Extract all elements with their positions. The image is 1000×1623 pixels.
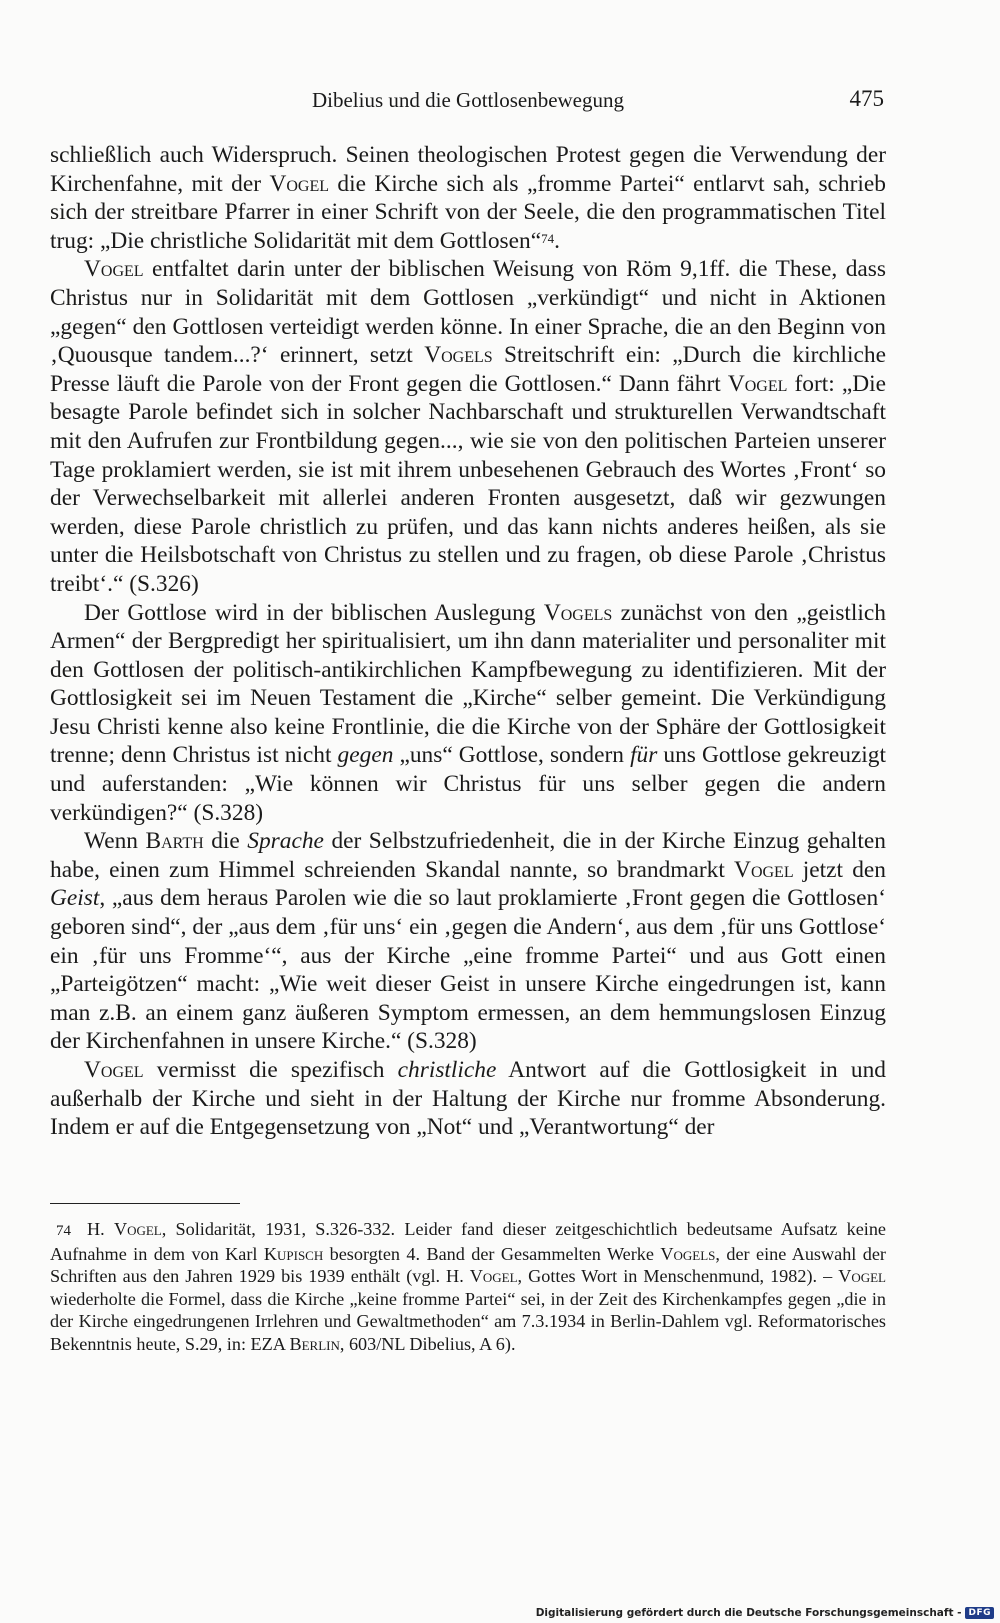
text-run: Der Gottlose wird in der biblischen Auslegung: [84, 599, 544, 626]
text-run: die Kirche sich als „fromme Partei“ entlarvt sah, schrieb sich der streitbare Pfarrer in einer Schrift von der Seele, die den programmatischen Titel trug: „Die christliche Solidarität mit dem Gottlosen“: [50, 170, 886, 254]
emphasis: Geist: [50, 885, 100, 912]
text-run: besorgten 4. Band der Gesammelten Werke: [323, 1243, 661, 1264]
author-name: Vogel: [727, 370, 788, 397]
dfg-logo-icon: DFG: [965, 1607, 994, 1619]
text-run: , „aus dem heraus Parolen wie die so laut proklamierte ‚Front gegen die Gottlosen‘ geboren sind“, der „aus dem ‚für uns‘ ein ‚gegen die Andern‘, aus dem ‚für uns Gottlose‘ ein ‚für uns Fromme‘“, aus der Kirche „eine fromme Partei“ und aus Gott einen „Parteigötzen“ macht: „Wie weit dieser Geist in unsere Kirche eingedrungen ist, kann man z.B. an einem ganz äußeren Symptom ermessen, an dem hemmungslosen Einzug der Kirchenfahnen in unsere Kirche.“ (S.328): [50, 885, 886, 1055]
credit-text: Digitalisierung gefördert durch die Deutsche Forschungsgemeinschaft -: [535, 1607, 962, 1619]
text-run: schließlich auch Widerspruch. Seinen theologischen Protest gegen die Verwendung der Kirchenfahne, mit der: [50, 142, 886, 197]
text-run: , 603/NL Dibelius, A 6).: [339, 1333, 516, 1354]
emphasis: christliche: [397, 1057, 497, 1083]
author-name: Vogel: [838, 1266, 886, 1287]
emphasis: für: [630, 742, 658, 769]
archive-name: Berlin: [289, 1333, 340, 1354]
footnote-marker[interactable]: 74: [541, 230, 555, 246]
author-name: Vogels: [543, 599, 613, 626]
running-title: Dibelius und die Gottlosenbewegung: [311, 88, 625, 112]
text-run: Antwort auf die Gottlosigkeit in und außerhalb der Kirche und sieht in der Haltung der Kirche nur fromme Absonderung. Indem er auf die Entgegensetzung von „Not“ und „Verantwortung“ der: [50, 1057, 886, 1141]
text-run: zunächst von den „geistlich Armen“ der Bergpredigt her spiritualisiert, um ihn dann materialiter und personaliter mit den Gottlosen der politisch-antikirchlichen Kampfbewegung zu identifizieren. Mit der Gottlosigkeit sei im Neuen Testament die „Kirche“ selber gemeint. Die Verkündigung Jesu Christi kenne also keine Frontlinie, die die Kirche von der Sphäre der Gottlosigkeit trenne; denn Christus ist nicht: [50, 599, 886, 769]
paragraph-4: [50, 827, 886, 1056]
footnote-number: 74: [56, 1223, 71, 1239]
paragraph-3: [50, 599, 886, 828]
text-run: entfaltet darin unter der biblischen Weisung von Röm 9,1ff. die These, dass Christus nur in Solidarität mit dem Gottlosen „verkündigt“ und nicht in Aktionen „gegen“ den Gottlosen verteidigt werden könne. In einer Sprache, die an den Beginn von ‚Quousque tandem...?‘ erinnert, setzt: [50, 256, 886, 369]
text-run: H.: [87, 1219, 114, 1239]
page-header: [52, 84, 884, 116]
text-run: jetzt den: [793, 856, 886, 883]
text-run: Streitschrift ein: „Durch die kirchliche Presse läuft die Parole von der Front gegen die Gottlosen.“ Dann fährt: [50, 342, 886, 397]
digitization-credit: [536, 1607, 994, 1619]
author-name: Vogel: [734, 856, 794, 883]
author-name: Vogel: [84, 1057, 144, 1083]
author-name: Vogel: [84, 256, 144, 283]
text-run: die: [203, 828, 248, 855]
text-run: der Selbstzufriedenheit, die in der Kirche Einzug gehalten habe, einen zum Himmel schreienden Skandal nannte, so brandmarkt: [50, 828, 886, 883]
body-text: [50, 141, 886, 1142]
footnote-74: [50, 1218, 886, 1356]
text-run: uns Gottlose gekreuzigt und auferstanden: „Wie können wir Christus für uns selber gegen die andern verkündigen?“ (S.328): [50, 742, 886, 826]
author-name: Kupisch: [263, 1243, 324, 1264]
emphasis: Sprache: [247, 828, 324, 855]
author-name: Vogel: [113, 1219, 162, 1239]
paragraph-5: [50, 1056, 886, 1142]
text-run: , der eine Auswahl der Schriften aus den Jahren 1929 bis 1939 enthält (vgl. H.: [50, 1243, 886, 1287]
page-number: 475: [849, 86, 884, 111]
text-run: „uns“ Gottlose, sondern: [393, 742, 631, 769]
text-run: , Gottes Wort in Menschenmund, 1982). –: [517, 1266, 839, 1287]
author-name: Vogels: [660, 1243, 716, 1264]
text-run: fort: „Die besagte Parole befindet sich in solcher Nachbarschaft und strukturellen Verwandtschaft mit den Aufrufen zur Frontbildung gegen..., wie sie von den politischen Parteien unserer Tage proklamiert werden, sie ist mit ihrem unbesehenen Gebrauch des Wortes ‚Front‘ so der Verwechselbarkeit mit allerlei anderen Fronten ausgesetzt, daß wir gezwungen werden, diese Parole christlich zu prüfen, und das kann nichts anderes heißen, als sie unter die Heilsbotschaft von Christus zu stellen und zu fragen, ob diese Parole ‚Christus treibt‘.“ (S.326): [50, 370, 886, 597]
text-run: vermisst die spezifisch: [143, 1057, 398, 1083]
paragraph-2: [50, 255, 886, 598]
text-run: Wenn: [84, 828, 146, 855]
footnote-separator: [50, 1203, 240, 1204]
text-run: .: [554, 227, 560, 254]
emphasis: gegen: [337, 742, 394, 769]
author-name: Barth: [145, 828, 204, 855]
text-run: , Solidarität, 1931, S.326-332. Leider fand dieser zeitgeschichtlich bedeutsame Aufsatz keine Aufnahme in dem von Karl: [50, 1219, 887, 1264]
author-name: Vogel: [469, 1266, 518, 1287]
author-name: Vogel: [269, 170, 329, 197]
author-name: Vogels: [424, 342, 493, 369]
text-run: wiederholte die Formel, dass die Kirche „keine fromme Partei“ sei, in der Zeit des Kirchenkampfes gegen „die in der Kirche eingedrungenen Irrlehren und Gewaltmethoden“ am 7.3.1934 in Berlin-Dahlem vgl. Reformatorisches Bekenntnis heute, S.29, in: EZA: [50, 1288, 886, 1354]
paragraph-1: [50, 141, 886, 255]
